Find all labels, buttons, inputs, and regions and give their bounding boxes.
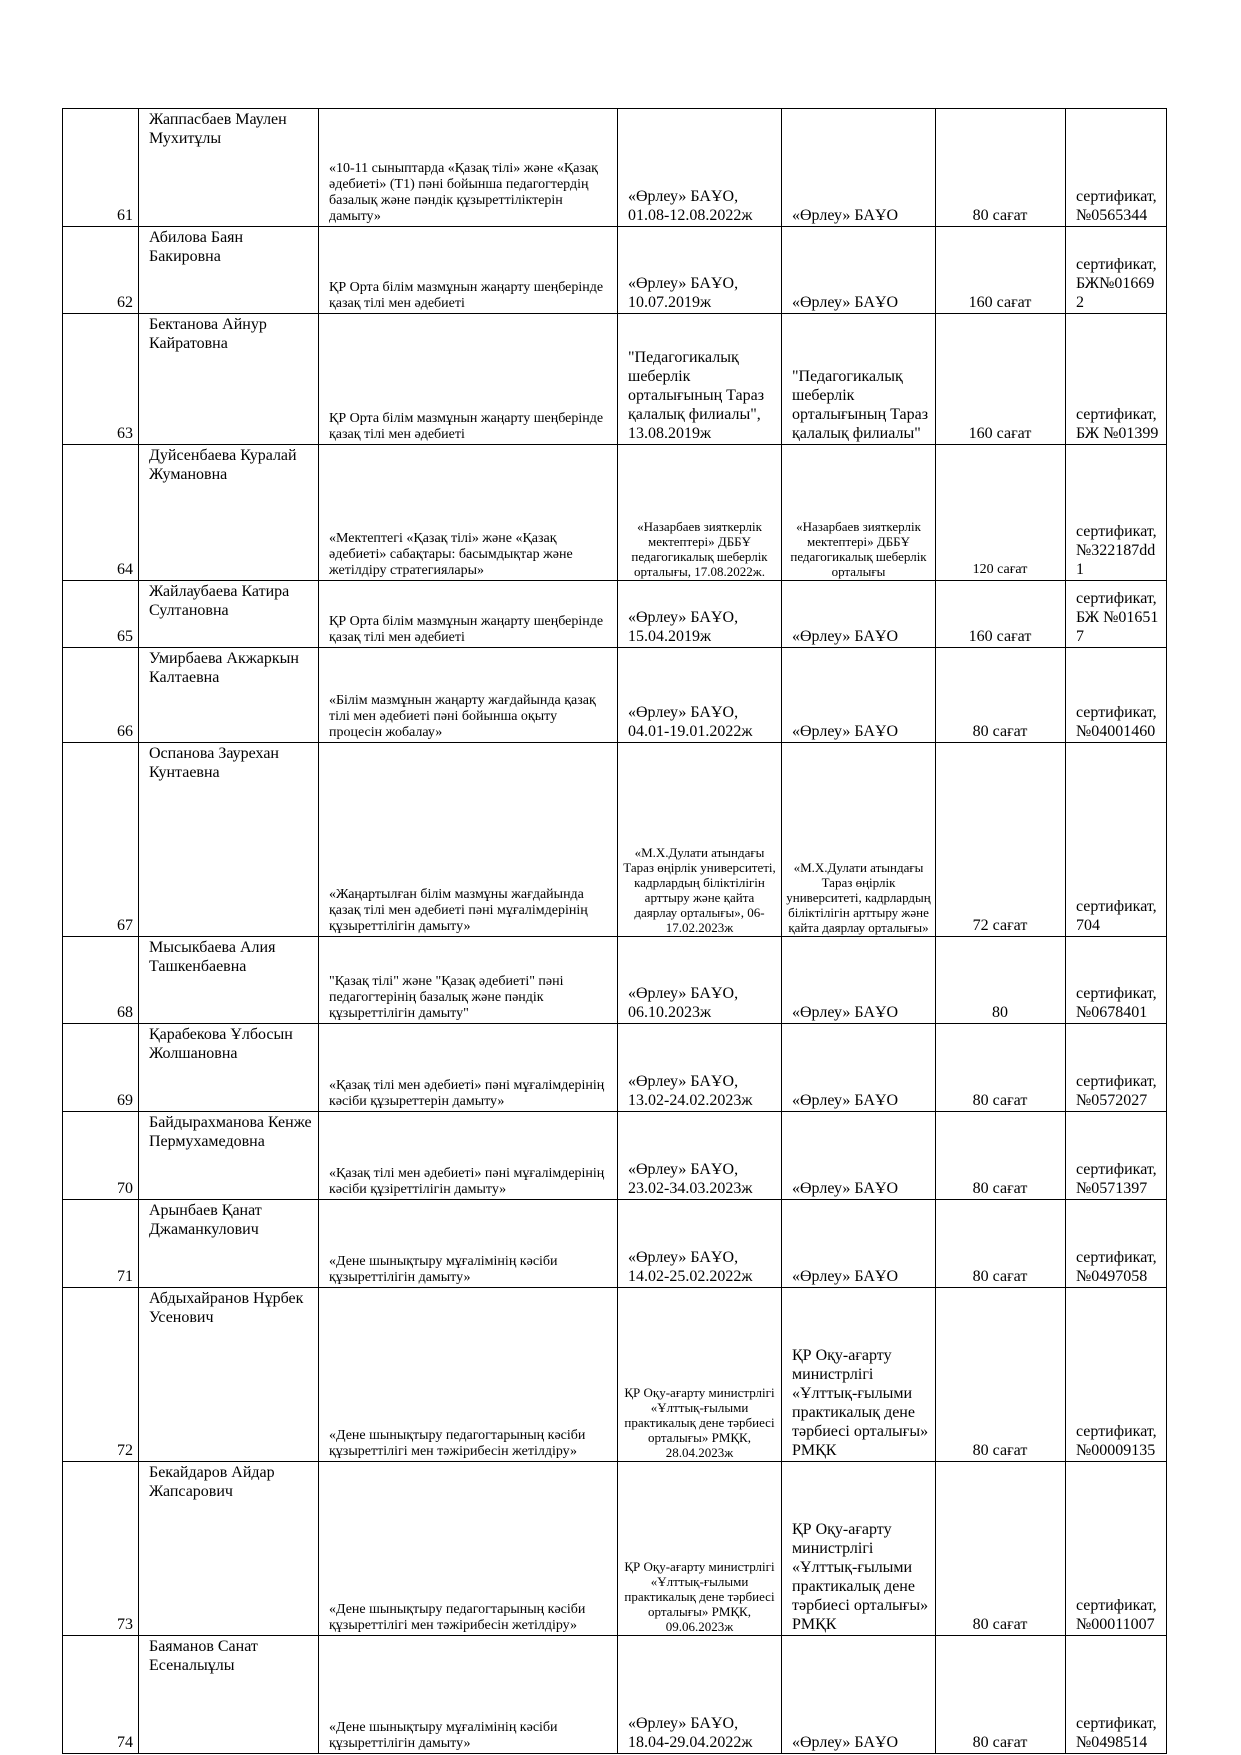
hours-cell: 80 сағат bbox=[936, 1112, 1066, 1200]
certificate-cell: сертификат, №0497058 bbox=[1066, 1200, 1167, 1288]
employee-name-cell: Бектанова Айнур Кайратовна bbox=[139, 314, 319, 445]
certificate-cell: сертификат, №00011007 bbox=[1066, 1462, 1167, 1636]
row-number-cell: 70 bbox=[63, 1112, 139, 1200]
hours-cell: 80 сағат bbox=[936, 109, 1066, 227]
employee-name-cell: Умирбаева Акжаркын Калтаевна bbox=[139, 648, 319, 743]
row-number-cell: 73 bbox=[63, 1462, 139, 1636]
employee-name-cell: Арынбаев Қанат Джаманкулович bbox=[139, 1200, 319, 1288]
row-number-cell: 64 bbox=[63, 445, 139, 581]
row-number-cell: 74 bbox=[63, 1636, 139, 1754]
row-number-cell: 63 bbox=[63, 314, 139, 445]
certificate-cell: сертификат, №00009135 bbox=[1066, 1288, 1167, 1462]
course-title-cell: «Қазақ тілі мен әдебиеті» пәні мұғалімдерінің кәсіби құзіреттілігін дамыту» bbox=[319, 1112, 618, 1200]
certificate-cell: сертификат, №322187dd1 bbox=[1066, 445, 1167, 581]
hours-cell: 80 сағат bbox=[936, 1024, 1066, 1112]
certificate-cell: сертификат, №04001460 bbox=[1066, 648, 1167, 743]
hours-cell: 160 сағат bbox=[936, 581, 1066, 648]
row-number-cell: 68 bbox=[63, 937, 139, 1024]
hours-cell: 160 сағат bbox=[936, 227, 1066, 314]
hours-cell: 80 сағат bbox=[936, 1288, 1066, 1462]
provider-cell: «М.Х.Дулати атындағы Тараз өңірлік университеті, кадрлардың біліктілігін арттыру және қайта даярлау орталығы» bbox=[782, 743, 936, 937]
employee-name-cell: Қарабекова Ұлбосын Жолшановна bbox=[139, 1024, 319, 1112]
employee-name-cell: Мысыкбаева Алия Ташкенбаевна bbox=[139, 937, 319, 1024]
provider-cell: «Өрлеу» БАҰО bbox=[782, 937, 936, 1024]
hours-cell: 80 сағат bbox=[936, 1462, 1066, 1636]
organization-date-cell: «Өрлеу» БАҰО, 14.02-25.02.2022ж bbox=[618, 1200, 782, 1288]
provider-cell: «Өрлеу» БАҰО bbox=[782, 109, 936, 227]
organization-date-cell: «Өрлеу» БАҰО, 01.08-12.08.2022ж bbox=[618, 109, 782, 227]
organization-date-cell: «М.Х.Дулати атындағы Тараз өңірлік университеті, кадрлардың біліктілігін арттыру және қайта даярлау орталығы», 06-17.02.2023ж bbox=[618, 743, 782, 937]
certificate-cell: сертификат, №0571397 bbox=[1066, 1112, 1167, 1200]
provider-cell: «Өрлеу» БАҰО bbox=[782, 581, 936, 648]
organization-date-cell: «Назарбаев зияткерлік мектептері» ДББҰ педагогикалық шеберлік орталығы, 17.08.2022ж. bbox=[618, 445, 782, 581]
course-title-cell: «Қазақ тілі мен әдебиеті» пәні мұғалімдерінің кәсіби құзыреттерін дамыту» bbox=[319, 1024, 618, 1112]
table-row bbox=[63, 227, 1167, 314]
course-title-cell: «Мектептегі «Қазақ тілі» және «Қазақ әдебиеті» сабақтары: басымдықтар және жетілдіру стратегиялары» bbox=[319, 445, 618, 581]
training-register-table bbox=[62, 108, 1167, 1754]
course-title-cell: «Дене шынықтыру педагогтарының кәсіби құзыреттілігі мен тәжірибесін жетілдіру» bbox=[319, 1288, 618, 1462]
course-title-cell: «Жаңартылған білім мазмұны жағдайында қазақ тілі мен әдебиеті пәні мұғалімдерінің құзыреттілігін дамыту» bbox=[319, 743, 618, 937]
organization-date-cell: «Өрлеу» БАҰО, 04.01-19.01.2022ж bbox=[618, 648, 782, 743]
organization-date-cell: «Өрлеу» БАҰО, 10.07.2019ж bbox=[618, 227, 782, 314]
table-row bbox=[63, 581, 1167, 648]
certificate-cell: сертификат, №0565344 bbox=[1066, 109, 1167, 227]
hours-cell: 80 bbox=[936, 937, 1066, 1024]
row-number-cell: 71 bbox=[63, 1200, 139, 1288]
course-title-cell: «Дене шынықтыру педагогтарының кәсіби құзыреттілігі мен тәжірибесін жетілдіру» bbox=[319, 1462, 618, 1636]
employee-name-cell: Абилова Баян Бакировна bbox=[139, 227, 319, 314]
provider-cell: «Өрлеу» БАҰО bbox=[782, 227, 936, 314]
course-title-cell: ҚР Орта білім мазмұнын жаңарту шеңберінде қазақ тілі мен әдебиеті bbox=[319, 227, 618, 314]
organization-date-cell: ҚР Оқу-ағарту министрлігі «Ұлттық-ғылыми практикалық дене тәрбиесі орталығы» РМҚК, 28.04.2023ж bbox=[618, 1288, 782, 1462]
row-number-cell: 72 bbox=[63, 1288, 139, 1462]
organization-date-cell: «Өрлеу» БАҰО, 15.04.2019ж bbox=[618, 581, 782, 648]
course-title-cell: ҚР Орта білім мазмұнын жаңарту шеңберінде қазақ тілі мен әдебиеті bbox=[319, 581, 618, 648]
row-number-cell: 66 bbox=[63, 648, 139, 743]
hours-cell: 72 сағат bbox=[936, 743, 1066, 937]
row-number-cell: 62 bbox=[63, 227, 139, 314]
course-title-cell: «Білім мазмұнын жаңарту жағдайында қазақ тілі мен әдебиеті пәні бойынша оқыту процесін жобалау» bbox=[319, 648, 618, 743]
provider-cell: «Өрлеу» БАҰО bbox=[782, 1024, 936, 1112]
row-number-cell: 61 bbox=[63, 109, 139, 227]
certificate-cell: сертификат, №0572027 bbox=[1066, 1024, 1167, 1112]
course-title-cell: ҚР Орта білім мазмұнын жаңарту шеңберінде қазақ тілі мен әдебиеті bbox=[319, 314, 618, 445]
row-number-cell: 65 bbox=[63, 581, 139, 648]
certificate-cell: сертификат, БЖ №01399 bbox=[1066, 314, 1167, 445]
provider-cell: ҚР Оқу-ағарту министрлігі «Ұлттық-ғылыми практикалық дене тәрбиесі орталығы» РМҚК bbox=[782, 1462, 936, 1636]
employee-name-cell: Абдыхайранов Нұрбек Усенович bbox=[139, 1288, 319, 1462]
certificate-cell: сертификат, 704 bbox=[1066, 743, 1167, 937]
organization-date-cell: «Өрлеу» БАҰО, 06.10.2023ж bbox=[618, 937, 782, 1024]
hours-cell: 160 сағат bbox=[936, 314, 1066, 445]
certificate-cell: сертификат, БЖ№016692 bbox=[1066, 227, 1167, 314]
employee-name-cell: Дуйсенбаева Куралай Жумановна bbox=[139, 445, 319, 581]
employee-name-cell: Оспанова Заурехан Кунтаевна bbox=[139, 743, 319, 937]
provider-cell: ҚР Оқу-ағарту министрлігі «Ұлттық-ғылыми практикалық дене тәрбиесі орталығы» РМҚК bbox=[782, 1288, 936, 1462]
course-title-cell: «Дене шынықтыру мұғалімінің кәсіби құзыреттілігін дамыту» bbox=[319, 1200, 618, 1288]
hours-cell: 80 сағат bbox=[936, 1636, 1066, 1754]
employee-name-cell: Бекайдаров Айдар Жапсарович bbox=[139, 1462, 319, 1636]
table-row bbox=[63, 648, 1167, 743]
hours-cell: 80 сағат bbox=[936, 1200, 1066, 1288]
provider-cell: "Педагогикалық шеберлік орталығының Тараз қалалық филиалы" bbox=[782, 314, 936, 445]
employee-name-cell: Жаппасбаев Маулен Мухитұлы bbox=[139, 109, 319, 227]
organization-date-cell: «Өрлеу» БАҰО, 13.02-24.02.2023ж bbox=[618, 1024, 782, 1112]
provider-cell: «Өрлеу» БАҰО bbox=[782, 1112, 936, 1200]
table-body bbox=[63, 109, 1167, 1754]
organization-date-cell: «Өрлеу» БАҰО, 23.02-34.03.2023ж bbox=[618, 1112, 782, 1200]
course-title-cell: «10-11 сыныптарда «Қазақ тілі» және «Қазақ әдебиеті» (Т1) пәні бойынша педагогтердің базалық және пәндік құзыреттіліктерін дамыту» bbox=[319, 109, 618, 227]
table-row bbox=[63, 937, 1167, 1024]
employee-name-cell: Байдырахманова Кенже Пермухамедовна bbox=[139, 1112, 319, 1200]
organization-date-cell: ҚР Оқу-ағарту министрлігі «Ұлттық-ғылыми практикалық дене тәрбиесі орталығы» РМҚК, 09.06.2023ж bbox=[618, 1462, 782, 1636]
certificate-cell: сертификат, БЖ №016517 bbox=[1066, 581, 1167, 648]
course-title-cell: «Дене шынықтыру мұғалімінің кәсіби құзыреттілігін дамыту» bbox=[319, 1636, 618, 1754]
row-number-cell: 69 bbox=[63, 1024, 139, 1112]
certificate-cell: сертификат, №0498514 bbox=[1066, 1636, 1167, 1754]
certificate-cell: сертификат, №0678401 bbox=[1066, 937, 1167, 1024]
organization-date-cell: «Өрлеу» БАҰО, 18.04-29.04.2022ж bbox=[618, 1636, 782, 1754]
table-row bbox=[63, 1636, 1167, 1754]
course-title-cell: "Қазақ тілі" және "Қазақ әдебиеті" пәні педагогтерінің базалық және пәндік құзыреттілігін дамыту" bbox=[319, 937, 618, 1024]
organization-date-cell: "Педагогикалық шеберлік орталығының Тараз қалалық филиалы", 13.08.2019ж bbox=[618, 314, 782, 445]
employee-name-cell: Жайлаубаева Катира Султановна bbox=[139, 581, 319, 648]
row-number-cell: 67 bbox=[63, 743, 139, 937]
provider-cell: «Назарбаев зияткерлік мектептері» ДББҰ педагогикалық шеберлік орталығы bbox=[782, 445, 936, 581]
table-row bbox=[63, 1200, 1167, 1288]
provider-cell: «Өрлеу» БАҰО bbox=[782, 648, 936, 743]
table-row bbox=[63, 445, 1167, 581]
hours-cell: 120 сағат bbox=[936, 445, 1066, 581]
employee-name-cell: Баяманов Санат Есеналыұлы bbox=[139, 1636, 319, 1754]
table-row bbox=[63, 743, 1167, 937]
provider-cell: «Өрлеу» БАҰО bbox=[782, 1200, 936, 1288]
table-row bbox=[63, 109, 1167, 227]
table-row bbox=[63, 1112, 1167, 1200]
table-row bbox=[63, 1024, 1167, 1112]
table-row bbox=[63, 1288, 1167, 1462]
hours-cell: 80 сағат bbox=[936, 648, 1066, 743]
table-row bbox=[63, 1462, 1167, 1636]
table-row bbox=[63, 314, 1167, 445]
provider-cell: «Өрлеу» БАҰО bbox=[782, 1636, 936, 1754]
